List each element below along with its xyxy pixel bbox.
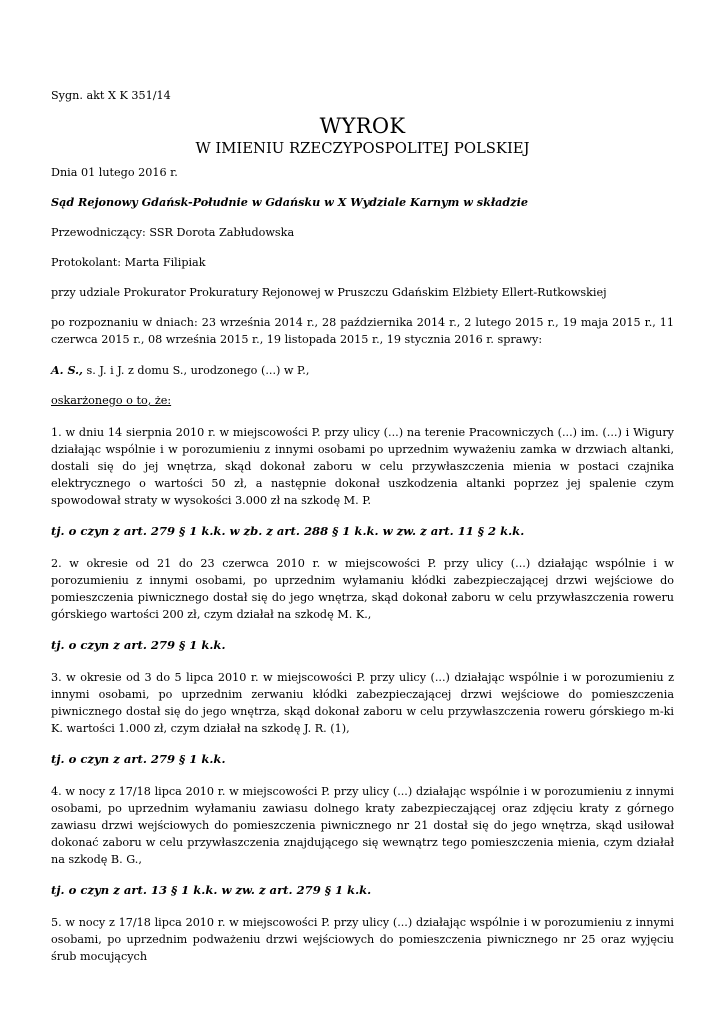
judgment-document [51,80,674,965]
accused-label: oskarżonego o to, że: [51,394,172,407]
court-composition: Sąd Rejonowy Gdańsk-Południe w Gdańsku w X Wydziale Karnym w składzie [51,195,528,209]
count-2-qualification: tj. o czyn z art. 279 § 1 k.k. [51,638,226,652]
count-1-qualification: tj. o czyn z art. 279 § 1 k.k. w zb. z art. 288 § 1 k.k. w zw. z art. 11 § 2 k.k. [51,524,525,538]
hearing-dates: po rozpoznaniu w dniach: 23 września 2014 r., 28 października 2014 r., 2 lutego 2015 r., 19 maja 2015 r., 11 czerwca 2015 r., 08 września 2015 r., 19 listopada 2015 r., 19 stycznia 2016 r. sprawy: [51,316,674,346]
count-4-text: 4. w nocy z 17/18 lipca 2010 r. w miejscowości P. przy ulicy (...) działając wspólnie i w porozumieniu z innymi osobami, po uprzednim wyłamaniu zawiasu dolnego kraty zabezpieczającej oraz zdjęciu kraty z górnego zawiasu drzwi wejściowych do pomieszczenia piwnicznego nr 21 dostał się do jego wnętrza, skąd usiłował dokonać zaboru w celu przywłaszczenia znajdującego się wewnątrz tego pomieszczenia mienia, czym działał na szkodę B. G., [51,785,674,866]
count-5-text: 5. w nocy z 17/18 lipca 2010 r. w miejscowości P. przy ulicy (...) działając wspólnie i w porozumieniu z innymi osobami, po uprzednim podważeniu drzwi wejściowych do pomieszczenia piwnicznego nr 25 oraz wyjęciu śrub mocujących [51,916,674,963]
count-3-text: 3. w okresie od 3 do 5 lipca 2010 r. w miejscowości P. przy ulicy (...) działając wspólnie i w porozumieniu z innymi osobami, po uprzednim zerwaniu kłódki zabezpieczającej drzwi wejściowe do pomieszczenia piwnicznego dostał się do jego wnętrza, skąd dokonał zaboru w celu przywłaszczenia roweru górskiego m-ki K. wartości 1.000 zł, czym działał na szkodę J. R. (1), [51,671,674,735]
document-subtitle: W IMIENIU RZECZYPOSPOLITEJ POLSKIEJ [195,140,530,157]
defendant-name: A. S., [51,363,83,377]
defendant-details: s. J. i J. z domu S., urodzonego (...) w P., [82,364,310,377]
count-3-qualification: tj. o czyn z art. 279 § 1 k.k. [51,752,226,766]
court-clerk: Protokolant: Marta Filipiak [51,256,206,269]
document-title: WYROK [319,114,406,138]
defendant-line [51,362,674,379]
count-1-text: 1. w dniu 14 sierpnia 2010 r. w miejscowości P. przy ulicy (...) na terenie Pracowniczych (...) im. (...) i Wigury działając wspólnie i w porozumieniu z innymi osobami po uprzednim wyważeniu zamka w drzwiach altanki, dostali się do jej wnętrza, skąd dokonał zaboru w celu przywłaszczenia mienia w postaci czajnika elektrycznego o wartości 50 zł, a następnie dokonał uszkodzenia altanki poprzez jej spalenie czym spowodował straty w wysokości 3.000 zł na szkodę M. P. [51,426,674,507]
judgment-date: Dnia 01 lutego 2016 r. [51,166,178,179]
case-signature: Sygn. akt X K 351/14 [51,89,171,102]
count-2-text: 2. w okresie od 21 do 23 czerwca 2010 r. w miejscowości P. przy ulicy (...) działając wspólnie i w porozumieniu z innymi osobami, po uprzednim wyłamaniu kłódki zabezpieczającej drzwi wejściowe do pomieszczenia piwnicznego dostał się do jego wnętrza, skąd dokonał zaboru w celu przywłaszczenia roweru górskiego wartości 200 zł, czym działał na szkodę M. K., [51,557,674,621]
prosecutor-line: przy udziale Prokurator Prokuratury Rejonowej w Pruszczu Gdańskim Elżbiety Ellert-Rutkowskiej [51,286,607,299]
count-4-qualification: tj. o czyn z art. 13 § 1 k.k. w zw. z art. 279 § 1 k.k. [51,883,372,897]
presiding-judge: Przewodniczący: SSR Dorota Zabłudowska [51,226,295,239]
